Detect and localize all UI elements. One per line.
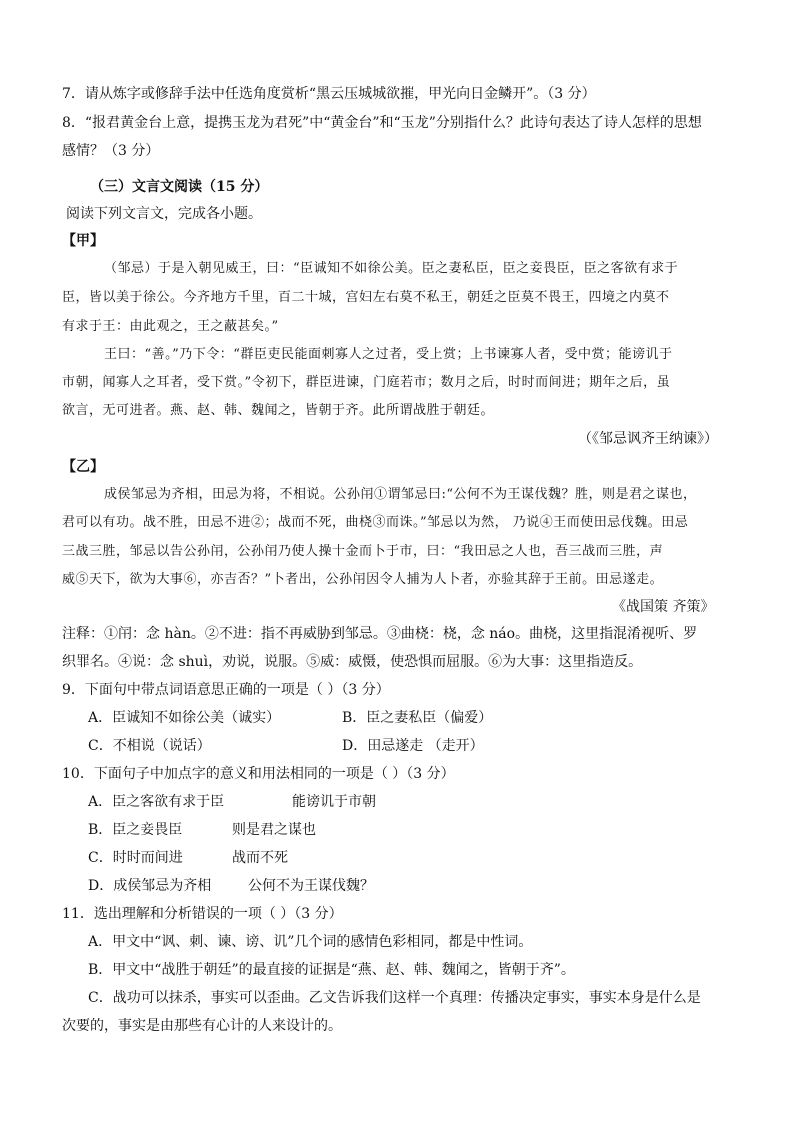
passage-jia-line: 王曰：“善。”乃下令：“群臣吏民能面刺寡人之过者，受上赏；上书谏寡人者，受中赏；能谤讥于 [104,347,673,362]
q10-option-d-sentence-2: 公何不为王谋伐魏？ [248,878,374,894]
passage-yi-source: 《战国策 齐策》 [612,599,715,615]
passage-yi-line: 三战三胜，邹忌以告公孙闬，公孙闬乃使人操十金而卜于市，曰：“我田忌之人也，吾三战而三胜，声 [62,544,664,559]
passage-yi-label: 【乙】 [62,459,104,475]
q11-option-a: A．甲文中“讽、刺、谏、谤、讥”几个词的感情色彩相同，都是中性词。 [88,934,533,950]
question-8-line-1: 8．“报君黄金台上意，提携玉龙为君死”中“黄金台”和“玉龙”分别指什么？此诗句表达了诗人怎样的思想 [62,115,702,131]
q10-option-d [88,876,374,896]
q9-option-d: D．田忌遂走 （走开） [342,738,484,754]
q10-option-a [88,792,376,812]
question-8-line-2: 感情？（3 分） [62,143,160,159]
passage-yi-line: 威⑤天下，欲为大事⑥，亦吉否？”卜者出，公孙闬因令人捕为人卜者，亦验其辞于王前。田忌遂走。 [62,572,664,587]
notes-line-1: 注释：①闬：念 hàn。②不进：指不再威胁到邹忌。③曲桡：桡，念 náo。曲桡，这里指混淆视听、罗 [62,626,698,642]
passage-jia-line: 臣，皆以美于徐公。今齐地方千里，百二十城，宫妇左右莫不私王，朝廷之臣莫不畏王，四境之内莫不 [62,290,670,305]
question-7: 7．请从炼字或修辞手法中任选角度赏析“黑云压城城欲摧，甲光向日金鳞开”。（3 分） [62,86,596,102]
q10-option-d-sentence-1: D．成侯邹忌为齐相 [88,878,212,894]
q10-option-a-sentence-1: A．臣之客欲有求于臣 [88,794,225,810]
q10-option-c [88,848,288,868]
section-title: （三）文言文阅读（15 分） [90,179,269,195]
notes-line-2: 织罪名。④说：念 shuì，劝说，说服。⑤威：威慑，使恐惧而屈服。⑥为大事：这里指造反。 [62,654,643,670]
q11-option-c-continued: 次要的，事实是由那些有心计的人来设计的。 [62,1018,342,1034]
q11-option-c: C．战功可以抹杀，事实可以歪曲。乙文告诉我们这样一个真理：传播决定事实，事实本身是什么是 [88,990,701,1006]
question-10: 10．下面句子中加点字的意义和用法相同的一项是（ ）（3 分） [62,766,455,782]
passage-jia-line: 有求于王：由此观之，王之蔽甚矣。” [62,319,279,334]
q10-option-b [88,820,316,840]
reading-instruction: 阅读下列文言文，完成各小题。 [66,206,262,222]
passage-yi-line: 君可以有功。战不胜，田忌不进②；战而不死，曲桡③而诛。”邹忌以为然， 乃说④王而使田忌伐魏。田忌 [62,515,689,530]
question-9: 9．下面句中带点词语意思正确的一项是（ ）（3 分） [62,682,390,698]
question-11: 11．选出理解和分析错误的一项（ ）（3 分） [62,906,343,922]
passage-jia-label: 【甲】 [62,233,104,249]
q10-option-a-sentence-2: 能谤讥于市朝 [292,794,376,810]
q9-option-b: B．臣之妻私臣（偏爱） [342,710,493,726]
q9-option-a: A．臣诚知不如徐公美（诚实） [88,710,281,726]
q10-option-b-sentence-2: 则是君之谋也 [232,822,316,838]
q10-option-b-sentence-1: B．臣之妾畏臣 [88,822,183,838]
q10-option-c-sentence-1: C．时时而间进 [88,850,183,866]
passage-yi-line: 成侯邹忌为齐相，田忌为将，不相说。公孙闬①谓邹忌曰:“公何不为王谋伐魏？胜，则是君之谋也， [104,487,697,502]
passage-jia-line: （邹忌）于是入朝见威王，曰：“臣诚知不如徐公美。臣之妻私臣，臣之妾畏臣，臣之客欲有求于 [104,261,679,276]
passage-jia-line: 欲言，无可进者。燕、赵、韩、魏闻之，皆朝于齐。此所谓战胜于朝廷。 [62,403,495,418]
q10-option-c-sentence-2: 战而不死 [232,850,288,866]
passage-jia-source: （《邹忌讽齐王纳谏》） [578,431,718,447]
q11-option-b: B．甲文中“战胜于朝廷”的最直接的证据是“燕、赵、韩、魏闻之，皆朝于齐”。 [88,962,575,978]
q9-option-c: C．不相说（说话） [88,738,211,754]
passage-jia-line: 市朝，闻寡人之耳者，受下赏。”令初下，群臣进谏，门庭若市；数月之后，时时而间进；期年之后，虽 [62,375,671,390]
